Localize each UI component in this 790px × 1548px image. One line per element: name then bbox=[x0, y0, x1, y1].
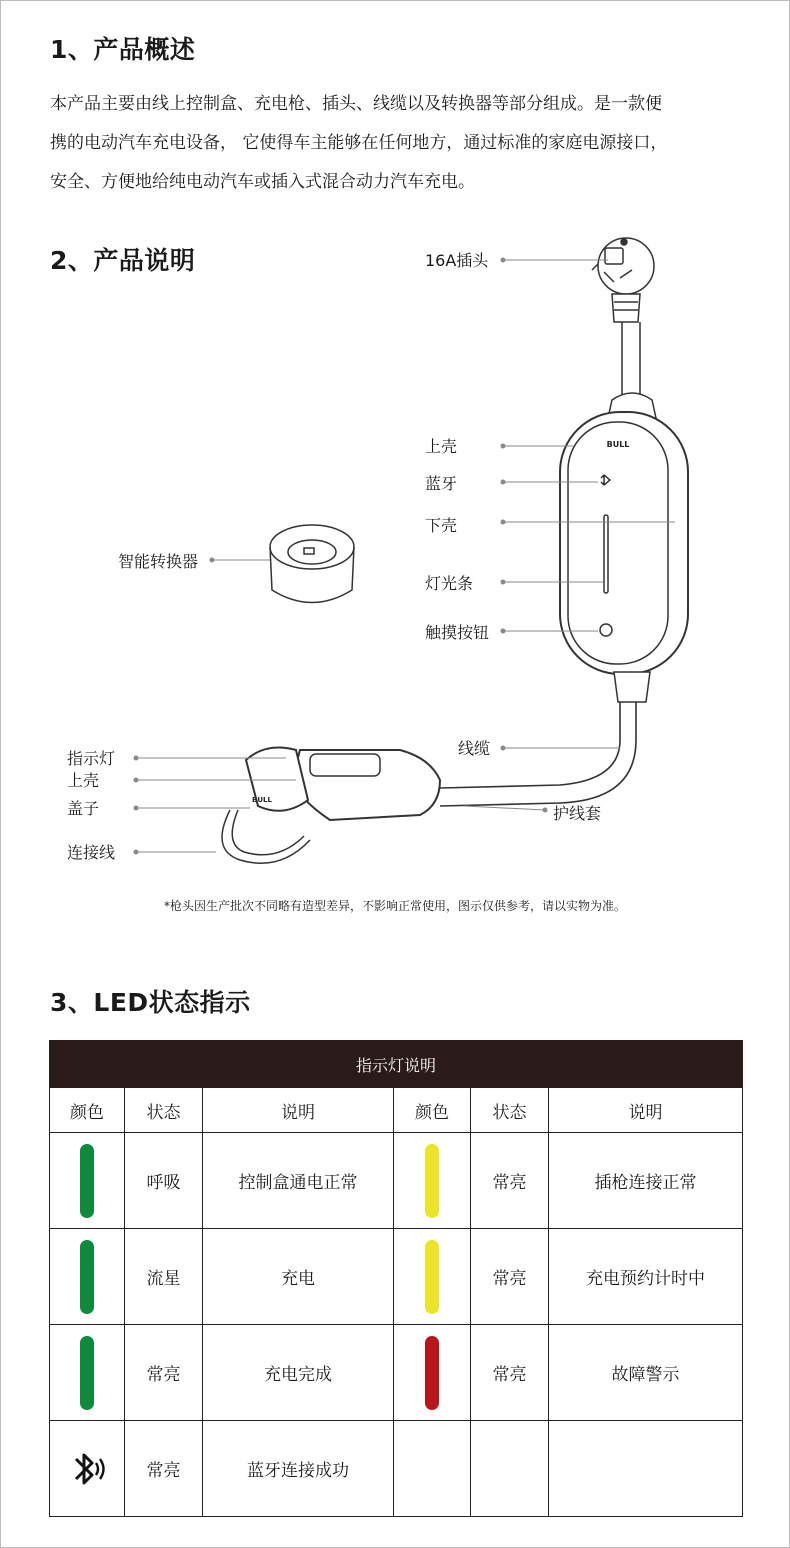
label-gun-upper-shell: 上壳 bbox=[67, 771, 100, 790]
state-cell: 常亮 bbox=[471, 1325, 549, 1421]
green-light-bar bbox=[80, 1240, 94, 1314]
table-row bbox=[50, 1133, 743, 1229]
label-plug: 16A插头 bbox=[425, 251, 489, 270]
empty-cell bbox=[471, 1421, 549, 1517]
table-title-row bbox=[50, 1041, 743, 1088]
adapter-illustration bbox=[270, 525, 354, 603]
yellow-light-bar bbox=[425, 1240, 439, 1314]
label-touch-button: 触摸按钮 bbox=[425, 623, 490, 642]
state-cell: 流星 bbox=[125, 1229, 203, 1325]
yellow-light-bar bbox=[425, 1144, 439, 1218]
state-cell: 常亮 bbox=[125, 1421, 203, 1517]
label-light-strip: 灯光条 bbox=[425, 574, 474, 593]
disclaimer-note: *枪头因生产批次不同略有造型差异，不影响正常使用，图示仅供参考，请以实物为准。 bbox=[163, 899, 626, 913]
label-upper-shell: 上壳 bbox=[425, 437, 458, 456]
state-cell: 常亮 bbox=[125, 1325, 203, 1421]
label-connecting-wire: 连接线 bbox=[67, 843, 116, 862]
header-state: 状态 bbox=[471, 1088, 549, 1133]
label-lower-shell: 下壳 bbox=[425, 516, 458, 535]
section1-paragraph bbox=[50, 85, 750, 202]
section3-heading: 3、LED状态指示 bbox=[50, 988, 251, 1017]
table-row bbox=[50, 1229, 743, 1325]
state-cell: 常亮 bbox=[471, 1133, 549, 1229]
label-cable: 线缆 bbox=[458, 739, 491, 758]
header-color: 颜色 bbox=[50, 1088, 125, 1133]
desc-cell: 控制盒通电正常 bbox=[203, 1133, 394, 1229]
red-light-bar bbox=[425, 1336, 439, 1410]
desc-cell: 充电预约计时中 bbox=[549, 1229, 743, 1325]
brand-logo-gun: BULL bbox=[252, 796, 272, 804]
section2-heading: 2、产品说明 bbox=[50, 246, 196, 275]
bluetooth-icon bbox=[67, 1446, 107, 1492]
label-indicator: 指示灯 bbox=[67, 749, 116, 768]
label-cable-sheath: 护线套 bbox=[553, 804, 602, 823]
control-box-illustration bbox=[560, 412, 688, 674]
green-light-bar bbox=[80, 1336, 94, 1410]
empty-cell bbox=[394, 1421, 471, 1517]
header-desc: 说明 bbox=[203, 1088, 394, 1133]
table-header-row bbox=[50, 1088, 743, 1133]
header-state: 状态 bbox=[125, 1088, 203, 1133]
led-status-table bbox=[49, 1040, 743, 1517]
brand-logo-box: BULL bbox=[606, 440, 630, 449]
charging-gun-illustration bbox=[222, 748, 440, 864]
table-title: 指示灯说明 bbox=[50, 1041, 743, 1088]
desc-cell: 插枪连接正常 bbox=[549, 1133, 743, 1229]
paragraph-line: 携的电动汽车充电设备， 它使得车主能够在任何地方，通过标准的家庭电源接口， bbox=[50, 133, 668, 153]
green-light-bar bbox=[80, 1144, 94, 1218]
table-row bbox=[50, 1421, 743, 1517]
state-cell: 常亮 bbox=[471, 1229, 549, 1325]
empty-cell bbox=[549, 1421, 743, 1517]
desc-cell: 充电 bbox=[203, 1229, 394, 1325]
desc-cell: 蓝牙连接成功 bbox=[203, 1421, 394, 1517]
desc-cell: 故障警示 bbox=[549, 1325, 743, 1421]
state-cell: 呼吸 bbox=[125, 1133, 203, 1229]
desc-cell: 充电完成 bbox=[203, 1325, 394, 1421]
table-row bbox=[50, 1325, 743, 1421]
plug-illustration bbox=[592, 238, 654, 322]
section1-heading: 1、产品概述 bbox=[50, 35, 196, 64]
paragraph-line: 安全、方便地给纯电动汽车或插入式混合动力汽车充电。 bbox=[50, 172, 475, 192]
header-desc: 说明 bbox=[549, 1088, 743, 1133]
header-color: 颜色 bbox=[394, 1088, 471, 1133]
label-bluetooth: 蓝牙 bbox=[425, 474, 458, 493]
label-adapter: 智能转换器 bbox=[118, 552, 199, 571]
label-cover: 盖子 bbox=[67, 799, 100, 818]
paragraph-line: 本产品主要由线上控制盒、充电枪、插头、线缆以及转换器等部分组成。是一款便 bbox=[50, 94, 662, 114]
